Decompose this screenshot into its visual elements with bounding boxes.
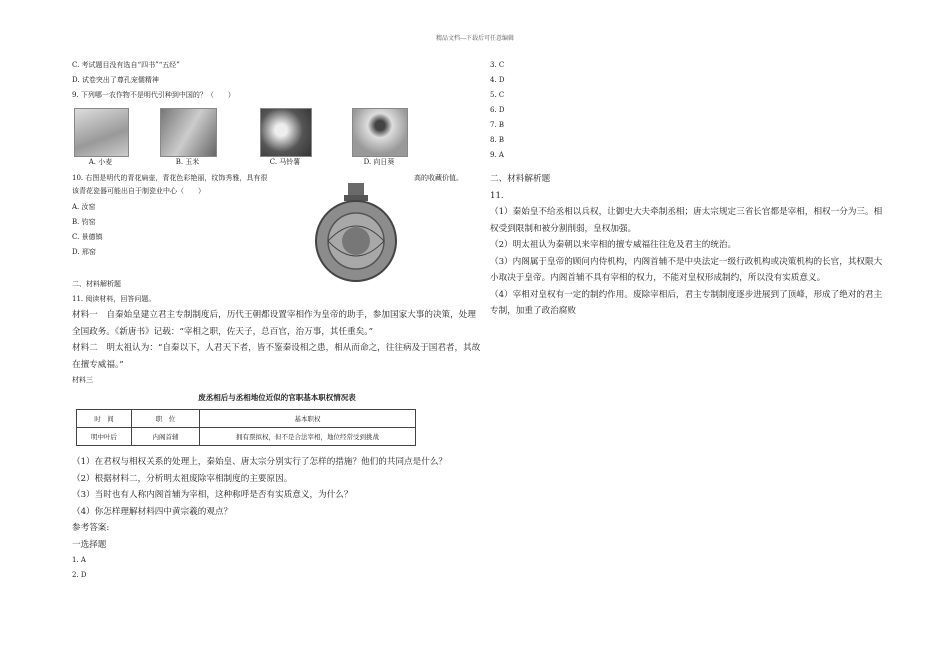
cell-powers: 拥有票拟权，但不是合法宰相，地位经常受到挑战 <box>200 428 416 446</box>
q10-option-d: D. 邢窑 <box>72 248 96 256</box>
question-9: 9. 下列哪一农作物不是明代引种到中国的？（ ） <box>72 91 235 99</box>
q10-option-b: B. 钧窑 <box>72 218 96 226</box>
table-title: 废丞相后与丞相地位近似的官职基本职权情况表 <box>198 393 356 402</box>
answer-9: 9. A <box>490 151 504 159</box>
answer-8: 8. B <box>490 136 505 144</box>
table-header-row <box>77 410 416 428</box>
option-c-label: C. 马铃薯 <box>269 158 301 166</box>
answer-2: 2. D <box>72 571 87 579</box>
answer-3: 3. C <box>490 61 505 69</box>
cell-time: 明中叶后 <box>77 428 132 446</box>
material-2: 材料二 明太祖认为：“自秦以下，人君天下者，皆不鉴秦设相之患，相从而命之，往往病及于国君者，其故在擅专威福。” <box>72 343 481 370</box>
question-10-line1-end: 高的收藏价值。 <box>414 174 463 182</box>
sub-question-2: （2）根据材料二，分析明太祖废除宰相制度的主要原因。 <box>72 473 293 484</box>
option-b-label: B. 玉米 <box>175 158 200 166</box>
q8-option-d: D. 试卷突出了尊孔宠儒精神 <box>72 76 159 84</box>
answer-6: 6. D <box>490 106 505 114</box>
choice-section-heading: 一选择题 <box>72 539 107 550</box>
wheat-image <box>74 108 129 157</box>
sub-question-1: （1）在君权与相权关系的处理上，秦始皇、唐太宗分别实行了怎样的措施？他们的共同点是什么？ <box>72 457 448 467</box>
sub-question-3: （3）当时也有人称内阁首辅为宰相，这种称呼是否有实质意义，为什么？ <box>72 490 353 500</box>
porcelain-flask-image <box>312 181 400 286</box>
option-d-label: D. 向日葵 <box>363 158 395 166</box>
header-time: 时 间 <box>77 410 132 428</box>
question-10-line1: 10. 右图是明代的青花扁壶，青花色彩艳丽，纹饰秀雅，具有很 <box>72 174 268 182</box>
header-powers: 基本职权 <box>200 410 416 428</box>
material-1: 材料一 自秦始皇建立君主专制制度后，历代王朝都设置宰相作为皇帝的助手，参加国家大事的决策，处理全国政务。《新唐书》记载：“宰相之职，佐天子，总百官，治万事，其任重矣。” <box>72 310 476 337</box>
sunflower-image <box>352 108 408 157</box>
answer-section-2-heading: 二、材料解析题 <box>490 174 551 184</box>
answer-11-label: 11. <box>490 190 504 201</box>
official-powers-table <box>76 409 416 446</box>
sub-question-4: （4）你怎样理解材料四中黄宗羲的观点？ <box>72 506 233 517</box>
q10-option-c: C. 景德镇 <box>72 233 103 241</box>
answer-1: 1. A <box>72 556 86 564</box>
q10-option-a: A. 汝窑 <box>72 203 96 211</box>
answer-11-part-2: （2）明太祖认为秦朝以来宰相的擅专威福往往危及君主的统治。 <box>490 240 737 250</box>
question-10-line2: 该青花瓷器可能出自于制瓷业中心（ ） <box>72 187 205 195</box>
answer-11-part-1: （1）秦始皇不给丞相以兵权，让御史大夫牵制丞相；唐太宗规定三省长官都是宰相，相权一分为三。相权受到限制和被分割削弱，皇权加强。 <box>490 207 883 234</box>
section-2-heading: 二、材料解析题 <box>72 280 121 288</box>
page-header: 精品文档---下载后可任意编辑 <box>435 35 515 42</box>
question-11: 11. 阅读材料，回答问题。 <box>72 295 156 303</box>
corn-image <box>160 108 217 157</box>
header-position: 职 位 <box>132 410 200 428</box>
left-column <box>72 58 482 583</box>
potato-image <box>260 108 312 157</box>
answer-11-part-4: （4）宰相对皇权有一定的制约作用。废除宰相后，君主专制制度逐步进展到了顶峰，形成了绝对的君主专制，加重了政治腐败 <box>490 289 883 316</box>
table-row <box>77 428 416 446</box>
q8-option-c: C. 考试题目没有选自“四书”“五经” <box>72 61 180 69</box>
cell-position: 内阁首辅 <box>132 428 200 446</box>
answer-5: 5. C <box>490 91 505 99</box>
answer-4: 4. D <box>490 76 505 84</box>
answer-11-part-3: （3）内阁属于皇帝的顾问内侍机构，内阁首辅不是中央法定一级行政机构或决策机构的长官，其权限大小取决于皇帝。内阁首辅不具有宰相的权力，不能对皇权形成制约，所以没有实质意义。 <box>490 256 883 283</box>
material-3-label: 材料三 <box>72 376 93 384</box>
right-column <box>490 58 890 320</box>
option-a-label: A. 小麦 <box>88 158 113 166</box>
reference-answers-heading: 参考答案: <box>72 523 110 533</box>
answer-7: 7. B <box>490 121 505 129</box>
